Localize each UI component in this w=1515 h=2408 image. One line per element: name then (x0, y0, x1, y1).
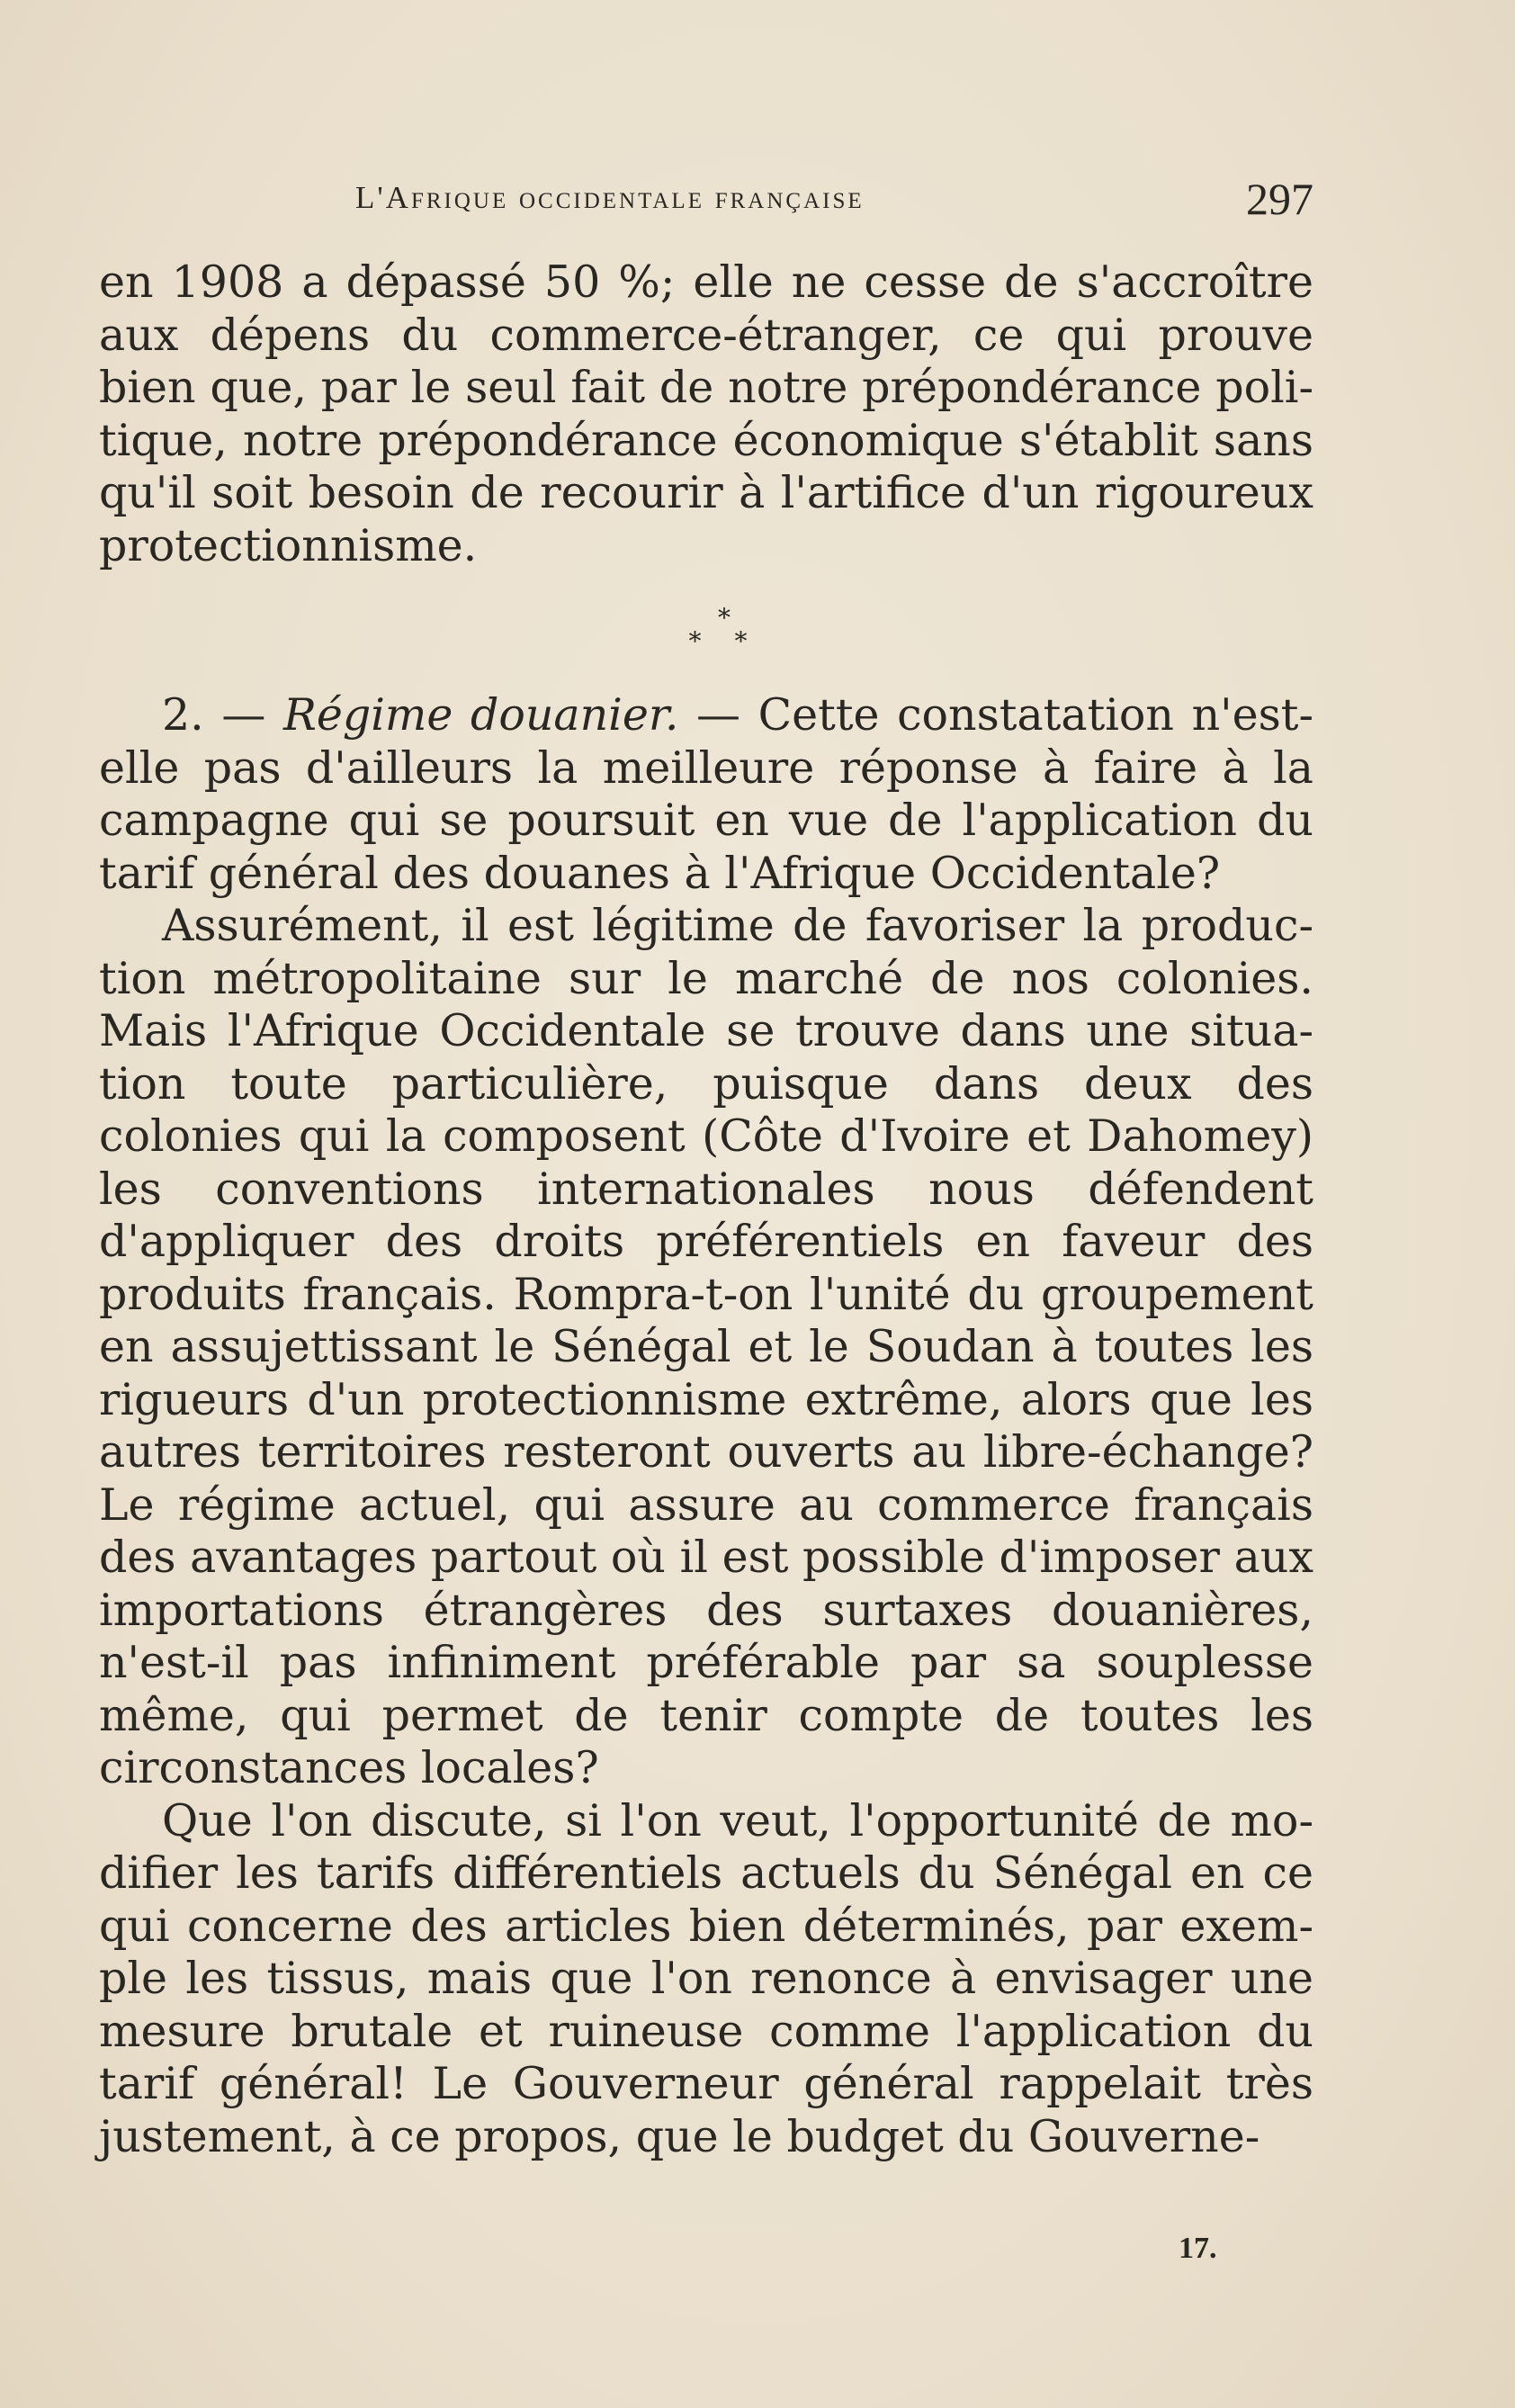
page-number: 297 (1246, 174, 1313, 224)
asterism-bottom: * * (688, 626, 760, 656)
running-head (99, 171, 1331, 225)
signature-mark: 17. (1179, 2232, 1217, 2265)
section-title: Régime douanier. (282, 689, 679, 741)
paragraph-4: Que l'on discute, si l'on veut, l'opportunité de modifier les tarifs différentiels actuels du Sénégal en ce qui concerne des articles bien déterminés, par exemple les tissus, mais que l'on renonce à envisager une mesure brutale et ruineuse comme l'application du tarif général! Le Gouverneur général rappelait très justement, à ce propos, que le budget du Gouverne- (99, 1794, 1313, 2162)
asterism-separator (99, 572, 1313, 689)
section-number: 2. — (162, 689, 266, 741)
paragraph-1: en 1908 a dépassé 50 %; elle ne cesse de s'accroître aux dépens du commerce-étranger, ce qui prouve bien que, par le seul fait de notre prépondérance politique, notre prépondérance économique s'établit sans qu'il soit besoin de recourir à l'artifice d'un rigoureux protectionnisme. (99, 256, 1313, 571)
running-title: L'Afrique occidentale française (355, 180, 865, 215)
paragraph-2-text: — Cette constatation n'est-elle pas d'ailleurs la meilleure réponse à faire à la campagne qui se poursuit en vue de l'application du tarif général des douanes à l'Afrique Occidentale? (99, 689, 1314, 899)
asterism-top: * (718, 603, 731, 633)
paragraph-2 (99, 689, 1313, 900)
body-text (99, 256, 1313, 2163)
paragraph-3: Assurément, il est légitime de favoriser la production métropolitaine sur le marché de nos colonies. Mais l'Afrique Occidentale se trouve dans une situation toute particulière, puisque dans deux des colonies qui la composent (Côte d'Ivoire et Dahomey) les conventions internationales nous défendent d'appliquer des droits préférentiels en faveur des produits français. Rompra-t-on l'unité du groupement en assujettissant le Sénégal et le Soudan à toutes les rigueurs d'un protectionnisme extrême, alors que les autres territoires resteront ouverts au libre-échange? Le régime actuel, qui assure au commerce français des avantages partout où il est possible d'imposer aux importations étrangères des surtaxes douanières, n'est-il pas infiniment préférable par sa souplesse même, qui permet de tenir compte de toutes les circonstances locales? (99, 900, 1313, 1793)
